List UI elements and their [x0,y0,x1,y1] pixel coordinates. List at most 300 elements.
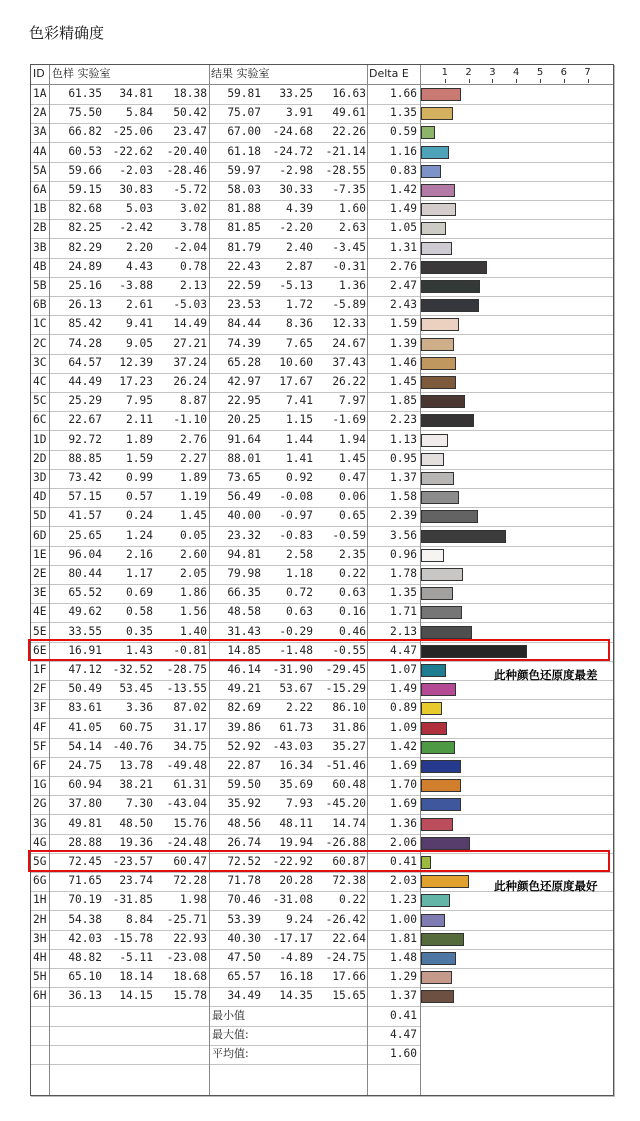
result-lab-value: 0.06 [339,490,366,504]
sample-lab-value: 0.57 [126,490,153,504]
result-lab-value: 79.98 [227,567,261,580]
sample-lab-value: 2.27 [180,451,207,465]
row-id: 6D [33,528,47,542]
result-lab-value: 17.67 [279,375,313,388]
row-id: 1F [33,663,47,676]
delta-e-bar [421,606,462,619]
result-lab-value: 19.94 [279,835,313,849]
delta-e-bar [421,933,464,946]
row-id: 2D [33,451,47,465]
result-lab-value: 12.33 [332,317,366,331]
sample-lab-value: 48.82 [68,951,102,964]
result-lab-value: 1.94 [339,432,366,446]
result-lab-value: 2.63 [339,221,366,235]
row-id: 1E [33,547,47,561]
table-row [31,546,613,566]
delta-e-bar [421,683,456,696]
sample-lab-value: 14.49 [173,317,207,331]
delta-e-value: 0.95 [390,451,417,465]
table-row [31,584,613,604]
delta-e-value: 1.39 [390,336,417,350]
result-lab-value: 9.24 [286,912,313,926]
sample-lab-value: 1.19 [180,490,207,504]
delta-e-value: 1.05 [390,221,417,235]
result-lab-value: 35.27 [332,739,366,753]
result-lab-value: 20.28 [279,874,313,888]
result-lab-value: -15.29 [325,682,366,696]
scale-tick-label: 3 [489,67,496,78]
result-lab-value: 74.39 [227,336,261,350]
row-id: 2E [33,567,47,580]
result-lab-value: 60.87 [332,855,366,868]
sample-lab-value: 83.61 [68,701,102,715]
result-lab-value: -5.89 [332,298,366,312]
delta-e-value: 1.16 [390,144,417,158]
sample-lab-value: 49.81 [68,816,102,830]
sample-lab-value: 1.56 [180,605,207,619]
sample-lab-value: 34.75 [173,739,207,753]
sample-lab-value: -5.72 [173,183,207,196]
result-lab-value: 75.07 [227,106,261,120]
row-id: 4B [33,259,47,273]
result-lab-value: -3.45 [332,240,366,254]
sample-lab-value: 0.78 [180,259,207,273]
scale-tick-label: 5 [536,67,544,78]
sample-lab-value: 61.31 [173,778,207,792]
summary-label: 平均值: [212,1047,249,1060]
sample-lab-value: -5.03 [173,298,207,312]
row-id: 1G [33,778,47,792]
delta-e-value: 1.81 [390,931,417,945]
delta-e-value: 1.13 [390,432,417,446]
sample-lab-value: -25.71 [166,912,207,926]
summary-value: 1.60 [390,1047,417,1060]
table-row [31,162,613,182]
result-lab-value: -1.48 [279,643,313,657]
delta-e-bar [421,414,474,427]
sample-lab-value: 64.57 [68,355,102,369]
delta-e-value: 4.47 [390,643,417,657]
result-lab-value: 84.44 [227,317,261,331]
header-id: ID [33,67,45,80]
sample-lab-value: 25.29 [68,394,102,408]
table-row [31,354,613,374]
delta-e-bar [421,395,465,408]
delta-e-bar [421,664,446,677]
table-row [31,373,613,393]
delta-e-value: 1.69 [390,797,417,811]
result-lab-value: -0.97 [279,509,313,523]
sample-lab-value: 60.53 [68,144,102,158]
sample-lab-value: 13.78 [119,759,153,772]
result-lab-value: 39.86 [227,720,261,734]
sample-lab-value: 34.81 [119,87,153,100]
scale-tick [540,79,541,83]
result-lab-value: 4.39 [286,202,313,216]
result-lab-value: -28.55 [325,163,366,177]
table-row [31,450,613,470]
scale-tick [588,79,589,83]
sample-lab-value: -32.52 [112,663,153,676]
delta-e-bar [421,510,478,523]
result-lab-value: 56.49 [227,490,261,504]
table-row [31,757,613,777]
delta-e-value: 0.41 [390,855,417,868]
sample-lab-value: 30.83 [119,183,153,196]
table-row [31,335,613,355]
delta-e-bar [421,952,456,965]
annotation-worst: 此种颜色还原度最差 [494,668,598,682]
row-id: 5E [33,624,47,638]
delta-e-bar [421,184,455,197]
row-id: 3E [33,586,47,600]
result-lab-value: -26.42 [325,912,366,926]
result-lab-value: 82.69 [227,701,261,715]
table-row [31,527,613,547]
result-lab-value: -26.88 [325,835,366,849]
result-lab-value: -0.83 [279,528,313,542]
delta-e-value: 1.37 [390,471,417,484]
row-id: 2H [33,912,47,926]
summary-row [31,1026,420,1046]
row-id: 1B [33,202,47,216]
result-lab-value: -0.31 [332,259,366,273]
delta-e-value: 0.96 [390,547,417,561]
sample-lab-value: 2.16 [126,547,153,561]
sample-lab-value: 1.59 [126,451,153,465]
delta-e-bar [421,242,452,255]
result-lab-value: 14.35 [279,989,313,1003]
row-id: 5G [33,855,47,868]
sample-lab-value: 3.78 [180,221,207,235]
result-lab-value: 0.63 [286,605,313,619]
delta-e-bar [421,299,479,312]
sample-lab-value: 82.25 [68,221,102,235]
sample-lab-value: -23.57 [112,855,153,868]
sample-lab-value: 37.24 [173,355,207,369]
result-lab-value: 58.03 [227,183,261,196]
sample-lab-value: 9.05 [126,336,153,350]
result-lab-value: 49.21 [227,682,261,696]
sample-lab-value: -2.03 [119,163,153,177]
sample-lab-value: 8.84 [126,912,153,926]
table-row [31,85,613,105]
scale-tick-label: 6 [560,67,567,78]
sample-lab-value: 49.62 [68,605,102,619]
sample-lab-value: 12.39 [119,355,153,369]
sample-lab-value: 0.35 [126,624,153,638]
result-lab-value: 48.11 [279,816,313,830]
result-lab-value: 22.87 [227,759,261,772]
table-row [31,565,613,585]
sample-lab-value: 41.05 [68,720,102,734]
sample-lab-value: 65.10 [68,970,102,984]
delta-e-bar [421,990,454,1003]
table-row [31,603,613,623]
sample-lab-value: 5.03 [126,202,153,216]
delta-e-bar [421,126,435,139]
summary-label: 最小值 [212,1008,245,1022]
sample-lab-value: 53.45 [119,682,153,696]
sample-lab-value: 26.24 [173,375,207,388]
table-row [31,392,613,412]
result-lab-value: 65.28 [227,355,261,369]
result-lab-value: 14.85 [227,643,261,657]
delta-e-bar [421,971,452,984]
sample-lab-value: 82.29 [68,240,102,254]
result-lab-value: 22.59 [227,279,261,292]
sample-lab-value: -2.42 [119,221,153,235]
result-lab-value: 1.45 [339,451,366,465]
result-lab-value: 3.91 [286,106,313,120]
result-lab-value: 1.41 [286,451,313,465]
sample-lab-value: 28.88 [68,835,102,849]
sample-lab-value: 80.44 [68,567,102,580]
result-lab-value: 31.86 [332,720,366,734]
delta-e-value: 2.39 [390,509,417,523]
result-lab-value: 7.93 [286,797,313,811]
delta-e-value: 2.47 [390,279,417,292]
result-lab-value: 31.43 [227,624,261,638]
row-id: 5C [33,394,47,408]
sample-lab-value: 59.66 [68,163,102,177]
row-id: 3G [33,816,47,830]
row-id: 5B [33,279,47,292]
delta-e-bar [421,318,459,331]
sample-lab-value: 1.89 [126,432,153,446]
delta-e-bar [421,203,456,216]
delta-e-value: 1.07 [390,663,417,676]
sample-lab-value: 87.02 [173,701,207,715]
page-title: 色彩精确度 [29,24,105,42]
result-lab-value: -2.98 [279,163,313,177]
result-lab-value: 67.00 [227,125,261,139]
result-lab-value: 61.73 [279,720,313,734]
delta-e-value: 1.42 [390,183,417,196]
delta-e-value: 1.00 [390,912,417,926]
delta-e-value: 2.43 [390,298,417,312]
sample-lab-value: 1.40 [180,624,207,638]
sample-lab-value: 3.36 [126,701,153,715]
sample-lab-value: 2.76 [180,432,207,446]
sample-lab-value: 25.65 [68,528,102,542]
row-id: 4A [33,144,47,158]
table-row [31,123,613,143]
sample-lab-value: 61.35 [68,87,102,100]
sample-lab-value: 7.30 [126,797,153,811]
sample-lab-value: 72.28 [173,874,207,888]
sample-lab-value: 4.43 [126,259,153,273]
delta-e-bar [421,165,441,178]
table-header-row [31,65,613,85]
delta-e-value: 2.23 [390,413,417,427]
result-lab-value: 7.41 [286,394,313,408]
result-lab-value: -24.68 [272,125,313,139]
sample-lab-value: -24.48 [166,835,207,849]
sample-lab-value: 15.78 [173,989,207,1003]
scale-tick [564,79,565,83]
table-row [31,488,613,508]
delta-e-value: 0.89 [390,701,417,715]
table-row [31,719,613,739]
result-lab-value: 59.50 [227,778,261,792]
sample-lab-value: 7.95 [126,394,153,408]
delta-e-bar [421,222,446,235]
table-row [31,181,613,201]
delta-e-value: 1.69 [390,759,417,772]
result-lab-value: 0.92 [286,471,313,484]
sample-lab-value: -5.11 [119,951,153,964]
sample-lab-value: 19.36 [119,835,153,849]
sample-lab-value: 9.41 [126,317,153,331]
result-lab-value: 23.53 [227,298,261,312]
sample-lab-value: -25.06 [112,125,153,139]
result-lab-value: 26.74 [227,835,261,849]
result-lab-value: 0.22 [339,893,366,907]
delta-e-bar [421,472,454,485]
sample-lab-value: -13.55 [166,682,207,696]
result-lab-value: -1.69 [332,413,366,427]
sample-lab-value: -3.88 [119,279,153,292]
sample-lab-value: 2.11 [126,413,153,427]
sample-lab-value: 74.28 [68,336,102,350]
sample-lab-value: 47.12 [68,663,102,676]
result-lab-value: 60.48 [332,778,366,792]
row-id: 4H [33,951,47,964]
sample-lab-value: 44.49 [68,375,102,388]
sample-lab-value: -40.76 [112,739,153,753]
sample-lab-value: 22.67 [68,413,102,427]
column-divider [420,65,421,1095]
delta-e-value: 1.59 [390,317,417,331]
delta-e-value: 1.71 [390,605,417,619]
row-id: 5F [33,739,47,753]
result-lab-value: 86.10 [332,701,366,715]
row-id: 3H [33,931,47,945]
delta-e-bar [421,894,450,907]
sample-lab-value: 60.47 [173,855,207,868]
table-row [31,815,613,835]
result-lab-value: 48.58 [227,605,261,619]
sample-lab-value: 22.93 [173,931,207,945]
delta-e-value: 1.42 [390,739,417,753]
result-lab-value: 1.15 [286,413,313,427]
row-id: 1C [33,317,47,331]
row-id: 4C [33,375,47,388]
result-lab-value: 81.85 [227,221,261,235]
result-lab-value: 2.40 [286,240,313,254]
sample-lab-value: 31.17 [173,720,207,734]
row-id: 6G [33,874,47,888]
sample-lab-value: 8.87 [180,394,207,408]
delta-e-bar [421,798,461,811]
result-lab-value: 81.88 [227,202,261,216]
column-divider [367,65,368,1095]
delta-e-value: 1.35 [390,586,417,600]
sample-lab-value: 25.16 [68,279,102,292]
row-id: 5H [33,970,47,984]
row-id: 3C [33,355,47,369]
sample-lab-value: 3.02 [180,202,207,216]
result-lab-value: 59.81 [227,87,261,100]
sample-lab-value: 5.84 [126,106,153,120]
sample-lab-value: -2.04 [173,240,207,254]
delta-e-value: 1.70 [390,778,417,792]
sample-lab-value: -1.10 [173,413,207,427]
result-lab-value: 26.22 [332,375,366,388]
sample-lab-value: 18.68 [173,970,207,984]
delta-e-bar [421,760,461,773]
result-lab-value: 15.65 [332,989,366,1003]
delta-e-bar [421,491,459,504]
delta-e-value: 0.83 [390,163,417,177]
sample-lab-value: 17.23 [119,375,153,388]
sample-lab-value: 33.55 [68,624,102,638]
result-lab-value: 73.65 [227,471,261,484]
sample-lab-value: 1.98 [180,893,207,907]
sample-lab-value: 23.74 [119,874,153,888]
result-lab-value: 22.95 [227,394,261,408]
delta-e-value: 1.23 [390,893,417,907]
color-accuracy-table [30,64,614,1096]
delta-e-bar [421,818,453,831]
row-id: 4D [33,490,47,504]
result-lab-value: 23.32 [227,528,261,542]
sample-lab-value: 42.03 [68,931,102,945]
table-row [31,968,613,988]
result-lab-value: -5.13 [279,279,313,292]
sample-lab-value: 60.75 [119,720,153,734]
result-lab-value: -0.08 [279,490,313,504]
result-lab-value: 70.46 [227,893,261,907]
result-lab-value: 94.81 [227,547,261,561]
delta-e-value: 1.36 [390,816,417,830]
result-lab-value: 2.87 [286,259,313,273]
sample-lab-value: 15.76 [173,816,207,830]
result-lab-value: -24.72 [272,144,313,158]
result-lab-value: 53.39 [227,912,261,926]
sample-lab-value: 50.42 [173,106,207,120]
sample-lab-value: -23.08 [166,951,207,964]
delta-e-value: 1.37 [390,989,417,1003]
sample-lab-value: 37.80 [68,797,102,811]
sample-lab-value: 92.72 [68,432,102,446]
result-lab-value: 35.69 [279,778,313,792]
sample-lab-value: 1.43 [126,643,153,657]
result-lab-value: 1.18 [286,567,313,580]
delta-e-bar [421,88,461,101]
row-id: 6E [33,643,47,657]
result-lab-value: 22.26 [332,125,366,139]
column-divider [209,65,210,1095]
sample-lab-value: 27.21 [173,336,207,350]
table-row [31,507,613,527]
sample-lab-value: 88.85 [68,451,102,465]
sample-lab-value: 0.58 [126,605,153,619]
row-id: 2B [33,221,47,235]
result-lab-value: 46.14 [227,663,261,676]
row-id: 2A [33,106,47,120]
sample-lab-value: -31.85 [112,893,153,907]
result-lab-value: 53.67 [279,682,313,696]
result-lab-value: 2.58 [286,547,313,561]
result-lab-value: 1.36 [339,279,366,292]
table-row [31,219,613,239]
sample-lab-value: 48.50 [119,816,153,830]
delta-e-value: 2.13 [390,624,417,638]
delta-e-bar [421,261,487,274]
delta-e-value: 1.29 [390,970,417,984]
